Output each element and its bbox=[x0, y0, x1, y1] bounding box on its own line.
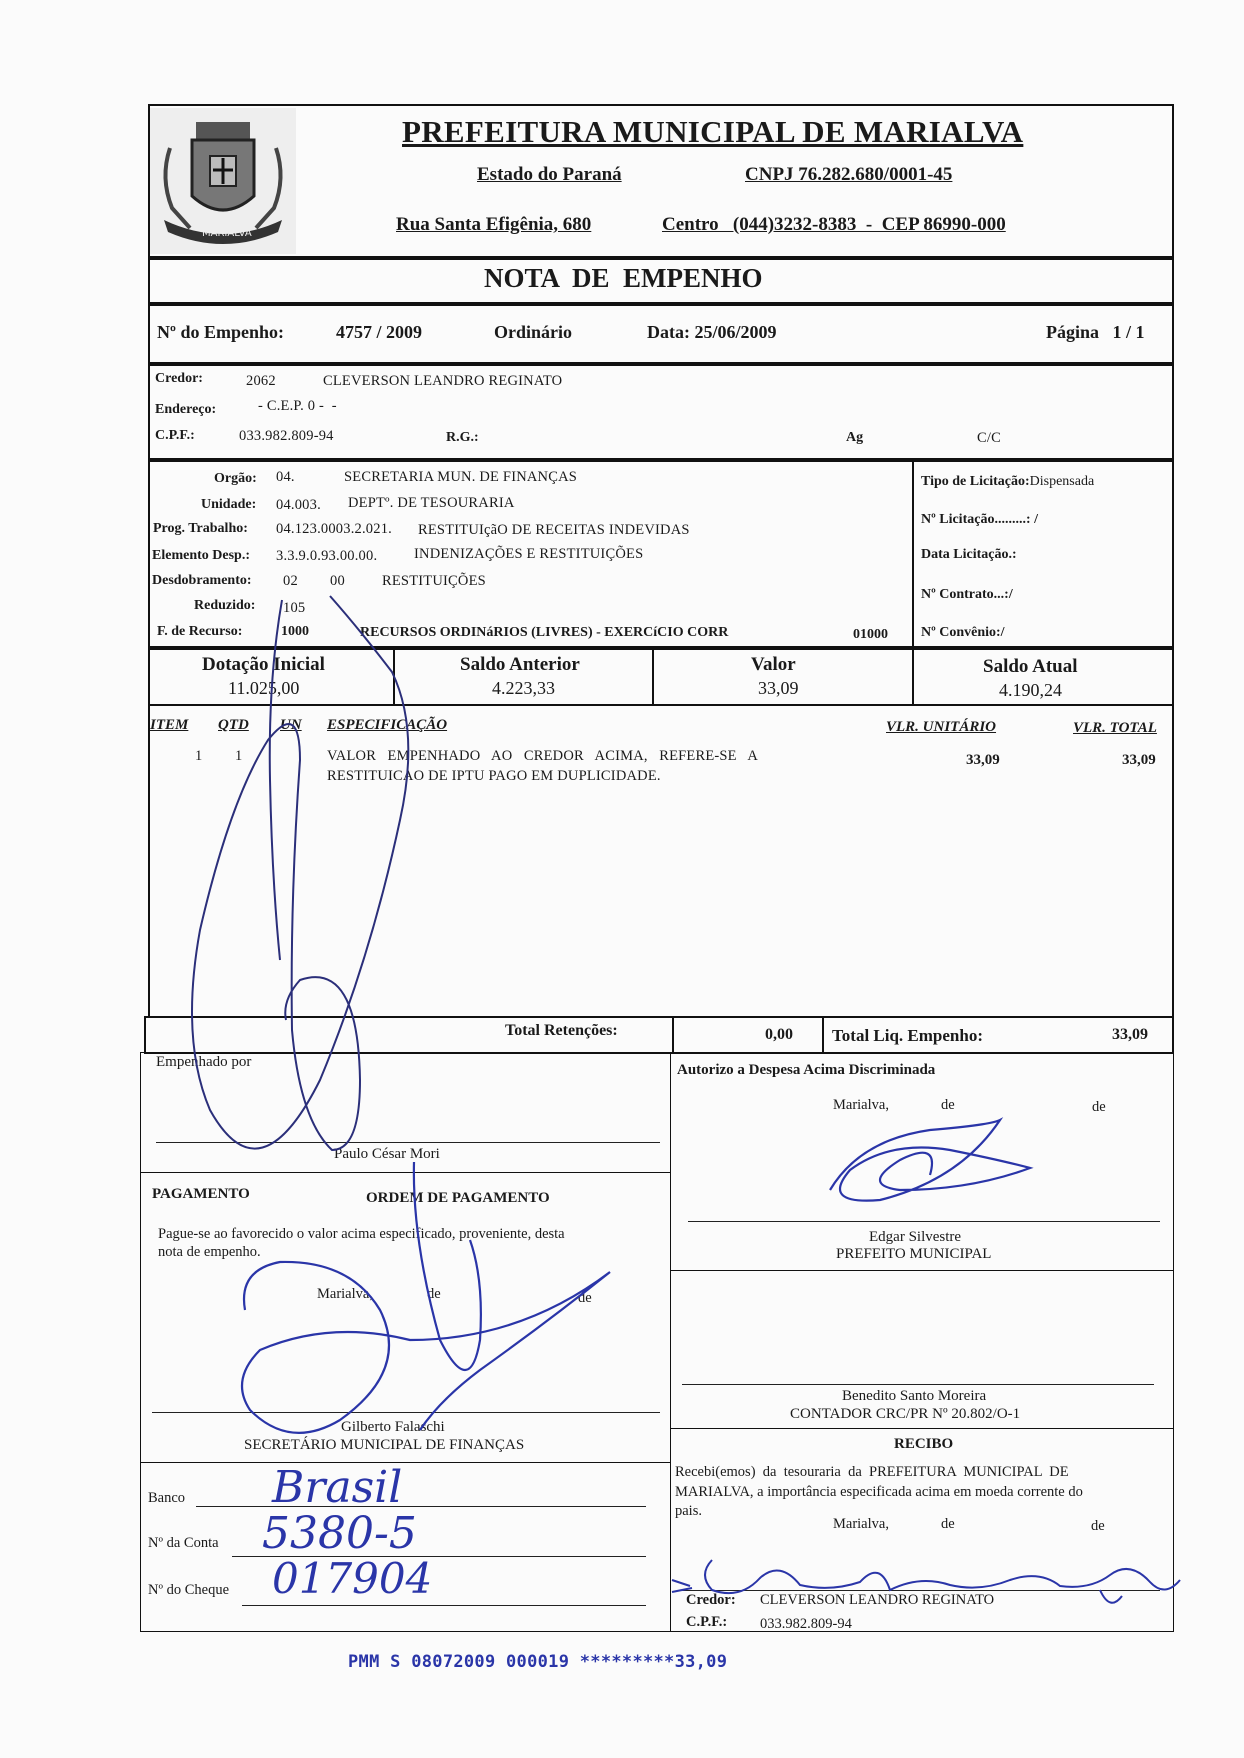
col-item: ITEM bbox=[150, 717, 189, 733]
autorizo-sign-line bbox=[688, 1221, 1160, 1222]
item-spec-line2: RESTITUICAO DE IPTU PAGO EM DUPLICIDADE. bbox=[327, 768, 661, 784]
pagamento-role: SECRETÁRIO MUNICIPAL DE FINANÇAS bbox=[244, 1437, 525, 1453]
empenhado-signer: Paulo César Mori bbox=[334, 1146, 440, 1162]
recibo-text2: MARIALVA, a importância especificada acima em moeda corrente do bbox=[675, 1484, 1083, 1500]
credor-name: CLEVERSON LEANDRO REGINATO bbox=[323, 373, 563, 389]
col-vlr-unitario: VLR. UNITÁRIO bbox=[886, 719, 997, 735]
credor-label: Credor: bbox=[155, 371, 203, 386]
contrato-number: Nº Contrato...:/ bbox=[921, 587, 1013, 602]
header-cnpj: CNPJ 76.282.680/0001-45 bbox=[745, 164, 953, 185]
elemento-code: 3.3.9.0.93.00.00. bbox=[276, 548, 378, 564]
col-vlr-total: VLR. TOTAL bbox=[1073, 720, 1157, 736]
ordem-pagamento: ORDEM DE PAGAMENTO bbox=[366, 1190, 550, 1206]
pagamento-bottom bbox=[140, 1462, 671, 1463]
budget-divider bbox=[912, 460, 914, 648]
col-un: UN bbox=[280, 717, 302, 733]
contador-sign-line bbox=[682, 1384, 1154, 1385]
prog-label: Prog. Trabalho: bbox=[153, 521, 248, 536]
item-qtd: 1 bbox=[235, 748, 243, 764]
pagamento-de2: de bbox=[578, 1290, 592, 1306]
svg-text:MARIALVA: MARIALVA bbox=[202, 228, 252, 239]
autorizo-bottom bbox=[670, 1270, 1174, 1271]
fonte-code: 1000 bbox=[281, 624, 309, 639]
pagamento-text1: Pague-se ao favorecido o valor acima especificado, proveniente, desta bbox=[158, 1226, 565, 1242]
saldo-anterior-label: Saldo Anterior bbox=[460, 654, 580, 675]
conta-handwritten: 5380-5 bbox=[262, 1508, 417, 1559]
endereco-value: - C.E.P. 0 - - bbox=[258, 398, 337, 414]
recibo-text3: pais. bbox=[675, 1503, 702, 1519]
desdobramento-name: RESTITUIÇÕES bbox=[382, 573, 486, 589]
reduzido-value: 105 bbox=[283, 600, 306, 616]
saldo-atual-label: Saldo Atual bbox=[983, 656, 1078, 677]
cheque-handwritten: 017904 bbox=[272, 1554, 433, 1603]
convenio-number: Nº Convênio:/ bbox=[921, 625, 1005, 640]
recibo-credor-name: CLEVERSON LEANDRO REGINATO bbox=[760, 1592, 995, 1608]
pagamento-sign-line bbox=[152, 1412, 660, 1413]
fonte-label: F. de Recurso: bbox=[157, 624, 243, 639]
desdobramento-code: 02 bbox=[283, 573, 298, 589]
dotacao-label: Dotação Inicial bbox=[202, 654, 325, 675]
cc-label: C/C bbox=[977, 430, 1001, 446]
col-qtd: QTD bbox=[218, 717, 249, 733]
orgao-name: SECRETARIA MUN. DE FINANÇAS bbox=[344, 469, 578, 485]
cheque-label: Nº do Cheque bbox=[148, 1582, 230, 1598]
empenho-type: Ordinário bbox=[494, 322, 573, 342]
page-number: Página 1 / 1 bbox=[1046, 322, 1145, 342]
pagamento-title: PAGAMENTO bbox=[152, 1186, 250, 1202]
empenhado-bottom bbox=[140, 1172, 671, 1173]
orgao-label: Orgão: bbox=[214, 471, 257, 486]
unidade-name: DEPTº. DE TESOURARIA bbox=[348, 495, 515, 511]
valor-value: 33,09 bbox=[758, 678, 799, 698]
empenhado-sign-line bbox=[156, 1142, 660, 1143]
recibo-city: Marialva, bbox=[833, 1516, 889, 1532]
retencoes-divider-1 bbox=[672, 1016, 674, 1054]
desdobramento-sub: 00 bbox=[330, 573, 345, 589]
item-number: 1 bbox=[195, 748, 203, 764]
autorizo-role: PREFEITO MUNICIPAL bbox=[836, 1246, 992, 1262]
cheque-line bbox=[242, 1605, 646, 1606]
licitacao-number: Nº Licitação.........: / bbox=[921, 512, 1038, 527]
unidade-label: Unidade: bbox=[201, 497, 257, 512]
autorizo-de2: de bbox=[1092, 1099, 1106, 1115]
totals-divider-1 bbox=[393, 648, 395, 706]
header-title: PREFEITURA MUNICIPAL DE MARIALVA bbox=[402, 114, 1024, 149]
licitacao-date: Data Licitação.: bbox=[921, 547, 1017, 562]
retencoes-box bbox=[144, 1016, 1174, 1054]
totals-divider-2 bbox=[652, 648, 654, 706]
ag-label: Ag bbox=[846, 430, 864, 445]
retencoes-divider-2 bbox=[822, 1016, 824, 1054]
conta-label: Nº da Conta bbox=[148, 1535, 219, 1551]
recibo-credor-label: Credor: bbox=[686, 1592, 736, 1608]
credor-code: 2062 bbox=[246, 373, 276, 389]
empenho-number: 4757 / 2009 bbox=[336, 322, 423, 342]
recibo-de1: de bbox=[941, 1516, 955, 1532]
retencoes-value: 0,00 bbox=[765, 1026, 793, 1043]
pagamento-de1: de bbox=[427, 1286, 441, 1302]
empenho-date: Data: 25/06/2009 bbox=[647, 322, 777, 342]
tipo-licitacao-label: Tipo de Licitação:Dispensada bbox=[921, 474, 1095, 489]
orgao-code: 04. bbox=[276, 469, 295, 485]
autorizo-title: Autorizo a Despesa Acima Discriminada bbox=[677, 1062, 936, 1078]
empenhado-label: Empenhado por bbox=[156, 1054, 252, 1070]
items-right-border bbox=[1172, 706, 1174, 1016]
empenho-label: Nº do Empenho: bbox=[157, 322, 284, 342]
pagamento-city: Marialva, bbox=[317, 1286, 373, 1302]
footer-stamp: PMM S 08072009 000019 *********33,09 bbox=[348, 1652, 728, 1672]
recibo-text1: Recebi(emos) da tesouraria da PREFEITURA MUNICIPAL DE bbox=[675, 1464, 1069, 1480]
signature-center-divider bbox=[670, 1052, 671, 1632]
recibo-cpf-value: 033.982.809-94 bbox=[760, 1616, 852, 1632]
desdobramento-label: Desdobramento: bbox=[152, 573, 252, 588]
liquido-label: Total Liq. Empenho: bbox=[832, 1026, 983, 1045]
header-address: Centro (044)3232-8383 - CEP 86990-000 bbox=[662, 214, 1006, 235]
contador-signer: Benedito Santo Moreira bbox=[842, 1388, 987, 1404]
pagamento-text2: nota de empenho. bbox=[158, 1244, 261, 1260]
reduzido-label: Reduzido: bbox=[194, 598, 256, 613]
endereco-label: Endereço: bbox=[155, 402, 217, 417]
autorizo-signer: Edgar Silvestre bbox=[869, 1229, 962, 1245]
liquido-value: 33,09 bbox=[1112, 1026, 1148, 1043]
autorizo-de1: de bbox=[941, 1097, 955, 1113]
cpf-value: 033.982.809-94 bbox=[239, 428, 334, 444]
valor-label: Valor bbox=[751, 654, 796, 675]
item-total-value: 33,09 bbox=[1122, 752, 1156, 768]
saldo-atual-value: 4.190,24 bbox=[999, 680, 1062, 700]
banco-line bbox=[196, 1506, 646, 1507]
items-left-border bbox=[148, 706, 150, 1016]
banco-label: Banco bbox=[148, 1490, 186, 1506]
coat-of-arms-seal bbox=[150, 108, 296, 254]
col-especificacao: ESPECIFICAÇÃO bbox=[327, 717, 448, 733]
recibo-sign-line bbox=[682, 1590, 1160, 1591]
prog-name: RESTITUIçãO DE RECEITAS INDEVIDAS bbox=[418, 522, 690, 538]
autorizo-city: Marialva, bbox=[833, 1097, 889, 1113]
item-unit-value: 33,09 bbox=[966, 752, 1000, 768]
elemento-name: INDENIZAÇÕES E RESTITUIÇÕES bbox=[414, 546, 644, 562]
fonte-num: 01000 bbox=[853, 627, 888, 642]
dotacao-value: 11.025,00 bbox=[228, 678, 300, 698]
saldo-anterior-value: 4.223,33 bbox=[492, 678, 555, 698]
item-spec-line1: VALOR EMPENHADO AO CREDOR ACIMA, REFERE-SE A bbox=[327, 748, 759, 764]
contador-bottom bbox=[670, 1428, 1174, 1429]
tipo-licitacao-value: Dispensada bbox=[1029, 474, 1095, 489]
contador-role: CONTADOR CRC/PR Nº 20.802/O-1 bbox=[790, 1406, 1021, 1422]
doc-title: NOTA DE EMPENHO bbox=[484, 263, 763, 293]
banco-handwritten: Brasil bbox=[272, 1462, 403, 1513]
recibo-de2: de bbox=[1091, 1518, 1105, 1534]
recibo-cpf-label: C.P.F.: bbox=[686, 1614, 728, 1630]
header-street: Rua Santa Efigênia, 680 bbox=[396, 214, 592, 235]
pagamento-signer: Gilberto Falaschi bbox=[341, 1419, 445, 1435]
cpf-label: C.P.F.: bbox=[155, 428, 195, 443]
prog-code: 04.123.0003.2.021. bbox=[276, 521, 392, 537]
rg-label: R.G.: bbox=[446, 430, 479, 445]
totals-divider-3 bbox=[912, 648, 914, 706]
unidade-code: 04.003. bbox=[276, 497, 321, 513]
retencoes-label: Total Retenções: bbox=[505, 1022, 618, 1039]
recibo-title: RECIBO bbox=[894, 1436, 954, 1452]
fonte-name: RECURSOS ORDINáRIOS (LIVRES) - EXERCíCIO CORR bbox=[360, 625, 729, 640]
header-state: Estado do Paraná bbox=[477, 164, 622, 185]
elemento-label: Elemento Desp.: bbox=[152, 548, 250, 563]
